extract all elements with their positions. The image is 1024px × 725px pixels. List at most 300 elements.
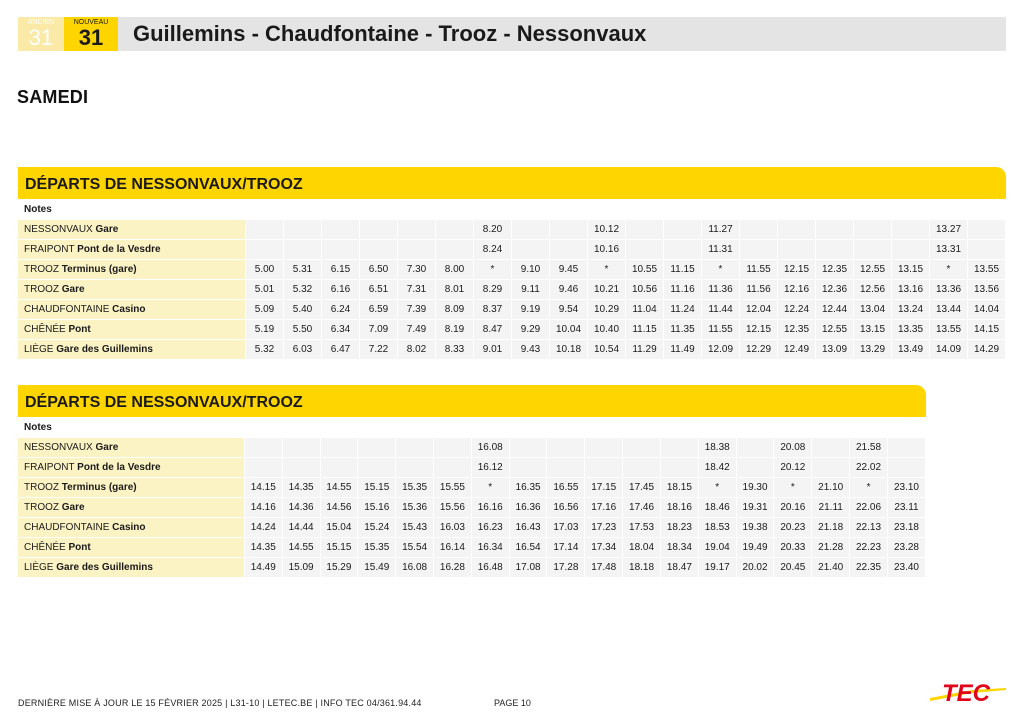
departure-time: 10.18 [550,340,587,359]
notes-row [18,418,925,437]
departure-time: * [702,260,739,279]
departure-time: 13.55 [968,260,1005,279]
stop-name [18,438,244,457]
notes-label: Notes [18,200,245,219]
departure-time: 20.02 [737,558,774,577]
departure-time: 8.24 [474,240,511,259]
notes-cell [778,200,815,219]
stop-row [18,478,925,497]
section-title: DÉPARTS DE NESSONVAUX/TROOZ [18,385,926,417]
tec-logo [928,676,1008,710]
stop-town: CHAUDFONTAINE [24,304,110,315]
departure-time: 15.15 [321,538,358,557]
departure-time: 6.03 [284,340,321,359]
departure-time [283,458,320,477]
timetable-section-1 [18,167,1006,360]
stop-name [18,518,244,537]
departure-time: 18.42 [699,458,736,477]
departure-time: 18.34 [661,538,698,557]
departure-time: 22.02 [850,458,887,477]
departure-time [661,458,698,477]
stop-town: NESSONVAUX [24,442,93,453]
notes-label: Notes [18,418,244,437]
notes-cell [283,418,320,437]
departure-time: 10.55 [626,260,663,279]
stop-place: Pont de la Vesdre [77,462,161,473]
departure-time: 9.10 [512,260,549,279]
departure-time: 22.23 [850,538,887,557]
departure-time: 12.44 [816,300,853,319]
departure-time: 17.03 [547,518,584,537]
departure-time: 7.30 [398,260,435,279]
departure-time: 6.50 [360,260,397,279]
departure-time: 17.23 [585,518,622,537]
departure-time: 11.35 [664,320,701,339]
section-title: DÉPARTS DE NESSONVAUX/TROOZ [18,167,1006,199]
departure-time: 17.46 [623,498,660,517]
stop-town: LIÈGE [24,562,54,573]
departure-time [246,220,283,239]
stop-name [18,498,244,517]
departure-time [283,438,320,457]
departure-time: 19.04 [699,538,736,557]
departure-time: * [774,478,811,497]
departure-time [585,458,622,477]
stop-row [18,280,1005,299]
timetable [17,199,1006,360]
departure-time: 16.08 [396,558,433,577]
departure-time: 15.35 [358,538,395,557]
notes-cell [626,200,663,219]
departure-time: 17.14 [547,538,584,557]
departure-time: 18.47 [661,558,698,577]
departure-time: 14.55 [321,478,358,497]
departure-time: 18.53 [699,518,736,537]
stop-row [18,340,1005,359]
departure-time: 14.15 [245,478,282,497]
notes-cell [888,418,925,437]
departure-time: 13.44 [930,300,967,319]
departure-time: 12.15 [778,260,815,279]
departure-time: 19.17 [699,558,736,577]
timetable [17,417,926,578]
stop-row [18,518,925,537]
departure-time: 16.34 [472,538,509,557]
departure-time: * [474,260,511,279]
departure-time: 5.19 [246,320,283,339]
stop-row [18,300,1005,319]
departure-time [322,220,359,239]
notes-cell [699,418,736,437]
notes-cell [436,200,473,219]
departure-time: 10.56 [626,280,663,299]
departure-time [398,240,435,259]
departure-time: 9.19 [512,300,549,319]
notes-cell [245,418,282,437]
departure-time [550,240,587,259]
departure-time: 9.43 [512,340,549,359]
notes-cell [664,200,701,219]
logo-text: TEC [942,680,990,707]
departure-time: 11.15 [664,260,701,279]
stop-place: Gare des Guillemins [56,562,153,573]
departure-time: 13.36 [930,280,967,299]
departure-time: 8.20 [474,220,511,239]
departure-time: 21.18 [812,518,849,537]
departure-time: 16.43 [510,518,547,537]
departure-time: 16.48 [472,558,509,577]
departure-time [816,220,853,239]
stop-town: CHÊNÉE [24,542,66,553]
notes-cell [737,418,774,437]
departure-time: 13.09 [816,340,853,359]
departure-time: 10.21 [588,280,625,299]
departure-time: 5.00 [246,260,283,279]
departure-time: 13.27 [930,220,967,239]
departure-time: 16.28 [434,558,471,577]
departure-time: 16.54 [510,538,547,557]
departure-time: 8.19 [436,320,473,339]
notes-cell [585,418,622,437]
departure-time: 20.08 [774,438,811,457]
departure-time: 18.23 [661,518,698,537]
departure-time: 17.48 [585,558,622,577]
departure-time: 15.54 [396,538,433,557]
notes-cell [968,200,1005,219]
notes-cell [812,418,849,437]
stop-town: TROOZ [24,502,59,513]
departure-time: 11.27 [702,220,739,239]
page-number: PAGE 10 [494,698,531,708]
stop-place: Terminus (gare) [61,482,137,493]
departure-time [854,220,891,239]
departure-time: 16.55 [547,478,584,497]
departure-time: 14.55 [283,538,320,557]
departure-time [661,438,698,457]
stop-row [18,458,925,477]
departure-time: 14.49 [245,558,282,577]
stop-place: Pont [68,324,91,335]
departure-time [778,240,815,259]
departure-time [737,438,774,457]
departure-time: 16.12 [472,458,509,477]
departure-time: 12.49 [778,340,815,359]
notes-cell [284,200,321,219]
departure-time: 15.55 [434,478,471,497]
departure-time: 14.04 [968,300,1005,319]
departure-time: 9.29 [512,320,549,339]
departure-time: 22.13 [850,518,887,537]
departure-time: 10.04 [550,320,587,339]
departure-time: 16.03 [434,518,471,537]
departure-time: 22.35 [850,558,887,577]
departure-time: 23.40 [888,558,925,577]
departure-time [246,240,283,259]
departure-time: 17.15 [585,478,622,497]
departure-time: 21.10 [812,478,849,497]
stop-town: TROOZ [24,482,59,493]
departure-time: 6.59 [360,300,397,319]
notes-cell [322,200,359,219]
departure-time: 6.47 [322,340,359,359]
departure-time: 11.24 [664,300,701,319]
departure-time: 23.11 [888,498,925,517]
departure-time: 17.45 [623,478,660,497]
departure-time: 13.35 [892,320,929,339]
departure-time: 12.55 [816,320,853,339]
departure-time: 7.39 [398,300,435,319]
stop-name [18,538,244,557]
departure-time: 18.16 [661,498,698,517]
departure-time: 8.02 [398,340,435,359]
departure-time [812,438,849,457]
departure-time: 15.49 [358,558,395,577]
departure-time: 15.09 [283,558,320,577]
departure-time: 11.16 [664,280,701,299]
departure-time [623,438,660,457]
departure-time: 18.38 [699,438,736,457]
departure-time [547,458,584,477]
departure-time [358,438,395,457]
departure-time: 10.40 [588,320,625,339]
departure-time [284,220,321,239]
departure-time [664,240,701,259]
departure-time [284,240,321,259]
departure-time [360,240,397,259]
departure-time [816,240,853,259]
departure-time: 12.36 [816,280,853,299]
departure-time: 13.24 [892,300,929,319]
departure-time: 12.15 [740,320,777,339]
stop-town: CHAUDFONTAINE [24,522,110,533]
departure-time [396,438,433,457]
stop-place: Pont [68,542,91,553]
departure-time: 12.56 [854,280,891,299]
departure-time [321,458,358,477]
departure-time: 8.37 [474,300,511,319]
departure-time: 9.01 [474,340,511,359]
departure-time [740,220,777,239]
departure-time: 11.29 [626,340,663,359]
departure-time: 11.31 [702,240,739,259]
stop-town: FRAIPONT [24,462,75,473]
footer-info: DERNIÈRE MISE À JOUR LE 15 FÉVRIER 2025 | L31-10 | LETEC.BE | INFO TEC 04/361.94.44 [18,698,422,708]
departure-time: 23.10 [888,478,925,497]
departure-time [737,458,774,477]
departure-time [245,458,282,477]
departure-time: 18.18 [623,558,660,577]
notes-cell [434,418,471,437]
notes-cell [774,418,811,437]
stop-name [18,320,245,339]
stop-town: NESSONVAUX [24,224,93,235]
departure-time [398,220,435,239]
notes-cell [510,418,547,437]
stop-place: Casino [112,522,146,533]
departure-time: 7.09 [360,320,397,339]
notes-cell [930,200,967,219]
departure-time: 13.15 [854,320,891,339]
departure-time: 20.33 [774,538,811,557]
page-title: Guillemins - Chaudfontaine - Trooz - Nessonvaux [133,21,647,46]
departure-time [888,438,925,457]
departure-time: 17.34 [585,538,622,557]
departure-time: 8.33 [436,340,473,359]
departure-time: 14.16 [245,498,282,517]
departure-time: 13.55 [930,320,967,339]
notes-cell [661,418,698,437]
stop-row [18,220,1005,239]
notes-cell [547,418,584,437]
departure-time: 13.31 [930,240,967,259]
departure-time [510,438,547,457]
stop-place: Gare [95,442,119,453]
departure-time: 11.55 [740,260,777,279]
departure-time: 13.16 [892,280,929,299]
notes-cell [588,200,625,219]
departure-time: 15.56 [434,498,471,517]
departure-time: 12.16 [778,280,815,299]
notes-cell [816,200,853,219]
departure-time: 14.15 [968,320,1005,339]
stop-place: Gare des Guillemins [56,344,153,355]
notes-cell [854,200,891,219]
stop-row [18,240,1005,259]
stop-town: FRAIPONT [24,244,75,255]
departure-time: 10.29 [588,300,625,319]
day-heading: SAMEDI [17,87,89,107]
departure-time: 21.11 [812,498,849,517]
departure-time: 6.16 [322,280,359,299]
stop-row [18,438,925,457]
stop-name [18,280,245,299]
departure-time: 11.36 [702,280,739,299]
departure-time: 6.51 [360,280,397,299]
departure-time: * [472,478,509,497]
stop-name [18,220,245,239]
stop-row [18,498,925,517]
departure-time: 19.49 [737,538,774,557]
timetable-section-2 [18,385,926,578]
new-line-number: 31 [78,25,104,50]
stop-name [18,240,245,259]
notes-cell [740,200,777,219]
departure-time: 9.46 [550,280,587,299]
departure-time: 12.55 [854,260,891,279]
departure-time: 15.36 [396,498,433,517]
departure-time: 20.45 [774,558,811,577]
departure-time: 5.31 [284,260,321,279]
departure-time: 12.29 [740,340,777,359]
departure-time: 21.40 [812,558,849,577]
departure-time: 14.09 [930,340,967,359]
stop-row [18,538,925,557]
departure-time: 13.56 [968,280,1005,299]
departure-time [510,458,547,477]
departure-time: 6.15 [322,260,359,279]
departure-time: 14.35 [283,478,320,497]
departure-time: 15.24 [358,518,395,537]
departure-time: 19.38 [737,518,774,537]
departure-time: 15.43 [396,518,433,537]
departure-time: 8.00 [436,260,473,279]
departure-time: 15.15 [358,478,395,497]
departure-time: 16.16 [472,498,509,517]
departure-time: 19.30 [737,478,774,497]
departure-time: 16.23 [472,518,509,537]
departure-time: 10.16 [588,240,625,259]
departure-time: 14.36 [283,498,320,517]
departure-time: 16.08 [472,438,509,457]
departure-time: 6.24 [322,300,359,319]
stop-name [18,478,244,497]
departure-time: 7.49 [398,320,435,339]
departure-time: 13.29 [854,340,891,359]
new-line-badge [64,17,118,51]
stop-town: TROOZ [24,284,59,295]
departure-time: 8.01 [436,280,473,299]
notes-cell [850,418,887,437]
departure-time: 5.09 [246,300,283,319]
departure-time: 16.35 [510,478,547,497]
stop-name [18,558,244,577]
departure-time: 19.31 [737,498,774,517]
departure-time: 7.22 [360,340,397,359]
departure-time: 11.56 [740,280,777,299]
stop-place: Gare [61,502,85,513]
departure-time [547,438,584,457]
departure-time: * [699,478,736,497]
departure-time: 10.54 [588,340,625,359]
new-line-label: NOUVEAU [73,19,109,26]
stop-row [18,558,925,577]
departure-time: 18.04 [623,538,660,557]
stop-name [18,340,245,359]
stop-place: Casino [112,304,146,315]
stop-name [18,458,244,477]
departure-time: 20.23 [774,518,811,537]
departure-time: 8.29 [474,280,511,299]
departure-time: 16.14 [434,538,471,557]
departure-time [892,220,929,239]
departure-time: 11.49 [664,340,701,359]
departure-time: 8.09 [436,300,473,319]
departure-time: 5.32 [246,340,283,359]
departure-time: 13.04 [854,300,891,319]
departure-time: 8.47 [474,320,511,339]
departure-time: 21.58 [850,438,887,457]
departure-time [968,240,1005,259]
departure-time: 11.44 [702,300,739,319]
departure-time: 9.11 [512,280,549,299]
departure-time: 12.35 [778,320,815,339]
departure-time [322,240,359,259]
departure-time: 11.04 [626,300,663,319]
departure-time: 13.49 [892,340,929,359]
departure-time [436,240,473,259]
departure-time: * [930,260,967,279]
departure-time: 16.56 [547,498,584,517]
departure-time [626,220,663,239]
notes-cell [358,418,395,437]
notes-cell [623,418,660,437]
departure-time: 9.54 [550,300,587,319]
departure-time: 6.34 [322,320,359,339]
stop-row [18,260,1005,279]
departure-time: 11.55 [702,320,739,339]
departure-time: 21.28 [812,538,849,557]
notes-cell [360,200,397,219]
